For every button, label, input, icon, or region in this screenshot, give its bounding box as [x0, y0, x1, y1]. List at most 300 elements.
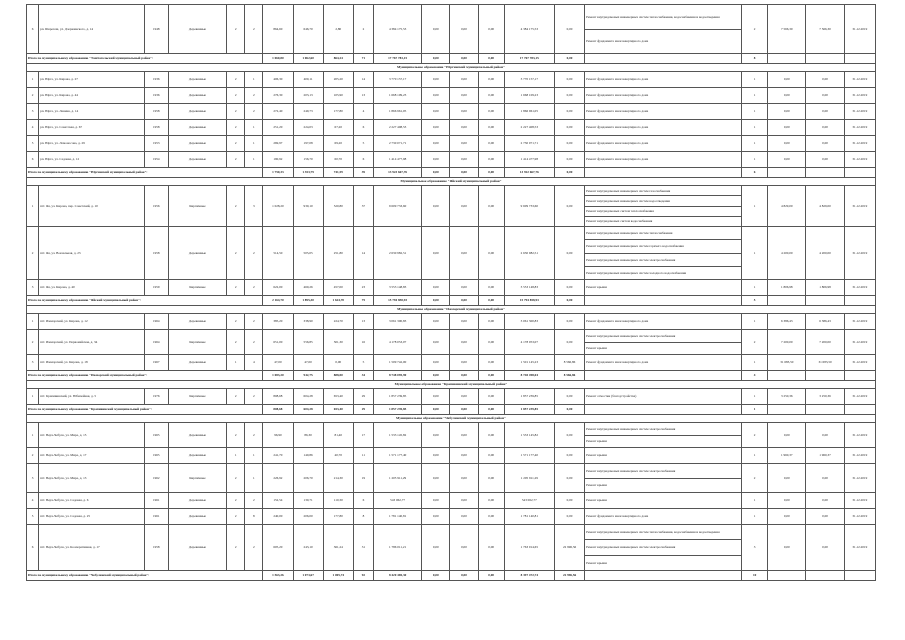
- municipality-name: Муниципальное образование "Крапивинский муниципальный район": [27, 381, 876, 389]
- subtotal-f3: 0,00: [478, 371, 504, 381]
- subtotal-res: 29: [353, 405, 373, 415]
- subtotal-f5: 0,00: [554, 296, 584, 306]
- value-cost: 1 414 477,98: [373, 152, 421, 168]
- value-f5: 0,00: [554, 227, 584, 280]
- subtotal-work-count: 10: [742, 570, 768, 580]
- work-types: [585, 314, 742, 330]
- house-row: [27, 330, 876, 355]
- subtotal-cost: 15 794 858,93: [373, 296, 421, 306]
- value-a2: 556,85: [293, 330, 323, 355]
- value-f4: 1 668 109,23: [504, 88, 554, 104]
- work-type-item: Ремонт фундамента многоквартирного дома: [586, 319, 649, 324]
- subtotal-a1: 808,68: [263, 405, 293, 415]
- value-a3: 40,70: [323, 448, 353, 464]
- subtotal-empty: [844, 296, 875, 306]
- house-address: пгт. Верх-Чебула, ул. Кооперативная, д. 17: [39, 525, 145, 571]
- value-cost: 3 770 157,17: [373, 72, 421, 88]
- value-a1: 864,60: [263, 5, 293, 54]
- value-res: 2: [353, 5, 373, 54]
- value-f3: 0,00: [478, 152, 504, 168]
- entrances: 3: [245, 186, 263, 227]
- work-type-item: Ремонт внутридомовых систем теплоснабжения: [585, 207, 741, 217]
- value-cost: 543 062,77: [373, 493, 421, 509]
- house-address: пгт. Ижморский, ул. Кирова, д. 12: [39, 314, 145, 330]
- subtotal-empty: [806, 405, 844, 415]
- unit-cost: 3 250,36: [768, 389, 806, 405]
- row-number: 5: [27, 509, 39, 525]
- value-f3: 0,00: [478, 5, 504, 54]
- work-type-item: Ремонт внутридомовых инженерных систем электроснабжения: [585, 254, 741, 267]
- value-f1: 0,00: [422, 330, 450, 355]
- value-f1: 0,00: [422, 88, 450, 104]
- wall-material: Деревянные: [168, 136, 226, 152]
- entrances: 2: [245, 493, 263, 509]
- value-cost: 1 509 742,00: [373, 355, 421, 371]
- build-year: 1954: [144, 152, 168, 168]
- value-a2: 47,00: [293, 355, 323, 371]
- entrances: 1: [245, 152, 263, 168]
- subtotal-label: Итого по муниципальному образованию "Таштагольский муниципальный район":: [27, 54, 263, 64]
- wall-material: Кирпичные: [168, 464, 226, 493]
- value-res: 31: [353, 525, 373, 571]
- value-f5: 0,00: [554, 120, 584, 136]
- house-row: [27, 389, 876, 405]
- subtotal-works-empty: [585, 405, 742, 415]
- house-row: [27, 5, 876, 54]
- work-type-item: Ремонт внутридомовых инженерных систем электроснабжения: [585, 330, 741, 343]
- limit-cost: 31 683,50: [806, 355, 844, 371]
- value-f5: 0,00: [554, 104, 584, 120]
- work-count: 2: [742, 330, 768, 355]
- work-count: 2: [742, 5, 768, 54]
- value-cost: 2 630 982,51: [373, 227, 421, 280]
- work-types: [585, 389, 742, 405]
- value-f3: 0,00: [478, 525, 504, 571]
- subtotal-res: 71: [353, 54, 373, 64]
- value-a1: 406,30: [263, 72, 293, 88]
- row-number: 1: [27, 314, 39, 330]
- value-f1: 0,00: [422, 509, 450, 525]
- value-f4: 1 781 140,81: [504, 509, 554, 525]
- entrances: 2: [245, 104, 263, 120]
- house-row: [27, 104, 876, 120]
- subtotal-f1: 0,00: [422, 296, 450, 306]
- work-type-item: Ремонт крыши: [586, 483, 607, 488]
- completion-date: 31.12.2019: [844, 227, 875, 280]
- row-number: 2: [27, 330, 39, 355]
- work-count: 1: [742, 509, 768, 525]
- value-a3: 457,00: [323, 280, 353, 296]
- floors: 2: [227, 5, 245, 54]
- row-number: 1: [27, 389, 39, 405]
- value-a3: 67,20: [323, 120, 353, 136]
- municipality-name: Муниципальное образование "Чебулинский муниципальный район": [27, 415, 876, 423]
- entrances: 1: [245, 136, 263, 152]
- entrances: 1: [245, 448, 263, 464]
- house-row: [27, 525, 876, 571]
- floors: 2: [227, 227, 245, 280]
- value-a2: 140,86: [293, 448, 323, 464]
- house-address: рп. Юрга, ул. Советская, д. 67: [39, 120, 145, 136]
- value-a1: 47,00: [263, 355, 293, 371]
- wall-material: Деревянные: [168, 104, 226, 120]
- house-row: [27, 509, 876, 525]
- subtotal-f1: 0,00: [422, 371, 450, 381]
- house-address: рп. Шерегеш, ул. Дзержинского, д. 14: [39, 5, 145, 54]
- value-a1: 226,92: [263, 464, 293, 493]
- value-cost: 1 857 239,85: [373, 389, 421, 405]
- subtotal-a3: 1 624,70: [323, 296, 353, 306]
- work-count: 1: [742, 136, 768, 152]
- value-cost: 2 227 408,53: [373, 120, 421, 136]
- unit-cost: 0,00: [768, 136, 806, 152]
- work-types: [585, 186, 742, 227]
- work-count: 1: [742, 280, 768, 296]
- subtotal-f2: 0,00: [450, 371, 478, 381]
- value-f3: 0,00: [478, 330, 504, 355]
- value-f4: 543 062,77: [504, 493, 554, 509]
- build-year: 1961: [144, 509, 168, 525]
- value-cost: 1 786 011,21: [373, 525, 421, 571]
- value-f5: 0,00: [554, 464, 584, 493]
- work-type-item: Ремонт внутридомовых инженерных систем газоснабжения: [585, 186, 741, 196]
- floors: 2: [227, 314, 245, 330]
- value-res: 8: [353, 509, 373, 525]
- subtotal-a2: 942,75: [293, 371, 323, 381]
- work-types: [585, 509, 742, 525]
- row-number: 1: [27, 423, 39, 448]
- limit-cost: 0,00: [806, 104, 844, 120]
- limit-cost: 0,00: [806, 525, 844, 571]
- completion-date: 31.12.2019: [844, 464, 875, 493]
- limit-cost: 0,00: [806, 120, 844, 136]
- work-types: [585, 464, 742, 493]
- completion-date: 31.12.2019: [844, 355, 875, 371]
- unit-cost: 0,00: [768, 423, 806, 448]
- value-res: 6: [353, 120, 373, 136]
- subtotal-label: Итого по муниципальному образованию "Чебулинский муниципальный район":: [27, 570, 263, 580]
- value-cost: 4 384 175,53: [373, 5, 421, 54]
- unit-cost: 6 386,43: [768, 314, 806, 330]
- unit-cost: 7 200,00: [768, 330, 806, 355]
- value-res: 4: [353, 104, 373, 120]
- build-year: 1965: [144, 448, 168, 464]
- subtotal-f4: 8 740 498,04: [504, 371, 554, 381]
- floors: 2: [227, 152, 245, 168]
- value-res: 6: [353, 152, 373, 168]
- subtotal-empty: [844, 54, 875, 64]
- work-type-item: Ремонт внутридомовых инженерных систем электроснабжения: [585, 464, 741, 479]
- entrances: 4: [245, 355, 263, 371]
- value-f2: 0,00: [450, 136, 478, 152]
- floors: 2: [227, 72, 245, 88]
- subtotal-works-empty: [585, 168, 742, 178]
- value-a3: 251,80: [323, 227, 353, 280]
- value-res: 29: [353, 389, 373, 405]
- subtotal-row: [27, 54, 876, 64]
- municipality-header-row: [27, 415, 876, 423]
- value-a3: 361,24: [323, 525, 353, 571]
- completion-date: 31.12.2019: [844, 493, 875, 509]
- value-f1: 0,00: [422, 136, 450, 152]
- subtotal-cost: 8 420 469,30: [373, 570, 421, 580]
- value-res: 37: [353, 186, 373, 227]
- value-a1: 251,20: [263, 120, 293, 136]
- limit-cost: 0,00: [806, 464, 844, 493]
- subtotal-empty: [768, 371, 806, 381]
- subtotal-a1: 1 563,26: [263, 570, 293, 580]
- build-year: 1956: [144, 186, 168, 227]
- subtotal-a2: 1 895,30: [293, 296, 323, 306]
- limit-cost: 0,00: [806, 152, 844, 168]
- wall-material: Деревянные: [168, 5, 226, 54]
- subtotal-res: 75: [353, 296, 373, 306]
- completion-date: 31.12.2019: [844, 448, 875, 464]
- value-a1: 272,40: [263, 104, 293, 120]
- floors: 2: [227, 389, 245, 405]
- value-f5: 0,00: [554, 136, 584, 152]
- row-number: 6: [27, 5, 39, 54]
- value-f3: 0,00: [478, 389, 504, 405]
- build-year: 1961: [144, 493, 168, 509]
- subtotal-row: [27, 371, 876, 381]
- house-address: рп. Юрга, ул. Ломоносова, д. 29: [39, 136, 145, 152]
- house-row: [27, 423, 876, 448]
- house-row: [27, 448, 876, 464]
- work-type-item: Ремонт фундамента многоквартирного дома: [586, 77, 649, 82]
- row-number: 4: [27, 493, 39, 509]
- value-cost: 1 533 145,82: [373, 423, 421, 448]
- value-res: 16: [353, 330, 373, 355]
- value-f1: 0,00: [422, 314, 450, 330]
- entrances: 2: [245, 389, 263, 405]
- work-count: 1: [742, 355, 768, 371]
- value-a1: 241,70: [263, 448, 293, 464]
- limit-cost: 0,00: [806, 423, 844, 448]
- value-a3: 69,20: [323, 136, 353, 152]
- completion-date: 31.12.2019: [844, 423, 875, 448]
- value-f3: 0,00: [478, 72, 504, 88]
- house-address: пгт. Яя, ул. Вокзальная, д. 23: [39, 227, 145, 280]
- value-res: 6: [353, 493, 373, 509]
- value-cost: 4 178 053,07: [373, 330, 421, 355]
- municipality-header-row: [27, 64, 876, 72]
- row-number: 2: [27, 448, 39, 464]
- house-row: [27, 227, 876, 280]
- work-count: 2: [742, 464, 768, 493]
- house-address: пгт. Яя, ул. Кирова, пер. Советский, д. 10: [39, 186, 145, 227]
- value-f1: 0,00: [422, 72, 450, 88]
- value-f5: 8 566,86: [554, 355, 584, 371]
- value-f4: 1 571 177,40: [504, 448, 554, 464]
- value-f1: 0,00: [422, 152, 450, 168]
- value-res: 13: [353, 88, 373, 104]
- value-a3: 214,30: [323, 464, 353, 493]
- value-f5: 0,00: [554, 186, 584, 227]
- value-a1: 605,20: [263, 525, 293, 571]
- house-row: [27, 493, 876, 509]
- value-a2: 646,70: [293, 5, 323, 54]
- wall-material: Кирпичные: [168, 186, 226, 227]
- value-a2: 400,11: [293, 72, 323, 88]
- subtotal-f3: 0,00: [478, 296, 504, 306]
- unit-cost: 0,00: [768, 104, 806, 120]
- subtotal-res: 39: [353, 168, 373, 178]
- work-type-item: Ремонт фундамента многоквартирного дома: [586, 360, 649, 365]
- subtotal-f1: 0,00: [422, 54, 450, 64]
- subtotal-a1: 2 164,70: [263, 296, 293, 306]
- subtotal-f5: 0,00: [554, 168, 584, 178]
- value-f4: 3 061 300,83: [504, 314, 554, 330]
- build-year: 1965: [144, 423, 168, 448]
- value-a1: 240,00: [263, 509, 293, 525]
- value-res: 17: [353, 423, 373, 448]
- build-year: 1958: [144, 227, 168, 280]
- house-address: пгт. Верх-Чебула, ул. Садовая, д. 25: [39, 509, 145, 525]
- value-res: 11: [353, 448, 373, 464]
- house-address: пгт. Ижморский, ул. Первомайская, д. 34: [39, 330, 145, 355]
- subtotal-label: Итого по муниципальному образованию "Яйский муниципальный район":: [27, 296, 263, 306]
- value-res: 14: [353, 227, 373, 280]
- value-f4: 1 414 477,98: [504, 152, 554, 168]
- value-f4: 4 178 053,07: [504, 330, 554, 355]
- work-count: 1: [742, 72, 768, 88]
- work-count: 1: [742, 88, 768, 104]
- subtotal-row: [27, 570, 876, 580]
- subtotal-a1: 1 750,33: [263, 168, 293, 178]
- house-row: [27, 136, 876, 152]
- value-a3: 177,80: [323, 104, 353, 120]
- value-a2: 338,90: [293, 314, 323, 330]
- subtotal-f3: 0,00: [478, 54, 504, 64]
- value-a2: 505,05: [293, 227, 323, 280]
- value-f4: 2 630 982,51: [504, 227, 554, 280]
- house-address: пгт. Верх-Чебула, ул. Садовая, д. 6: [39, 493, 145, 509]
- value-f2: 0,00: [450, 355, 478, 371]
- value-f5: 0,00: [554, 152, 584, 168]
- wall-material: Деревянные: [168, 72, 226, 88]
- completion-date: 31.12.2019: [844, 314, 875, 330]
- value-f5: 0,00: [554, 88, 584, 104]
- value-f4: 9 609 733,60: [504, 186, 554, 227]
- value-f2: 0,00: [450, 88, 478, 104]
- subtotal-row: [27, 405, 876, 415]
- municipality-header-row: [27, 306, 876, 314]
- value-f4: 1 763 014,65: [504, 525, 554, 571]
- house-row: [27, 314, 876, 330]
- subtotal-works-empty: [585, 296, 742, 306]
- municipality-header-row: [27, 178, 876, 186]
- value-res: 14: [353, 72, 373, 88]
- work-type-item: Ремонт внутридомовых инженерных систем водоотведения: [585, 196, 741, 206]
- value-res: 23: [353, 280, 373, 296]
- entrances: 2: [245, 525, 263, 571]
- subtotal-work-count: 4: [742, 371, 768, 381]
- subtotal-empty: [768, 570, 806, 580]
- value-f5: 0,00: [554, 5, 584, 54]
- value-f2: 0,00: [450, 464, 478, 493]
- floors: 1: [227, 355, 245, 371]
- build-year: 1936: [144, 72, 168, 88]
- value-a1: 808,68: [263, 389, 293, 405]
- value-cost: 1 668 109,23: [373, 88, 421, 104]
- limit-cost: 4 829,00: [806, 186, 844, 227]
- subtotal-f4: 17 767 783,15: [504, 54, 554, 64]
- value-a3: 501,30: [323, 330, 353, 355]
- house-row: [27, 120, 876, 136]
- value-cost: 1 205 911,29: [373, 464, 421, 493]
- value-f5: 0,00: [554, 330, 584, 355]
- value-f3: 0,00: [478, 186, 504, 227]
- build-year: 1958: [144, 104, 168, 120]
- wall-material: Кирпичные: [168, 330, 226, 355]
- house-row: [27, 355, 876, 371]
- completion-date: 31.12.2019: [844, 72, 875, 88]
- work-type-item: Ремонт фундамента многоквартирного дома: [586, 125, 649, 130]
- value-f1: 0,00: [422, 104, 450, 120]
- work-count: 1: [742, 448, 768, 464]
- wall-material: Деревянные: [168, 314, 226, 330]
- value-f4: 1 501 145,23: [504, 355, 554, 371]
- subtotal-f5: 0,00: [554, 405, 584, 415]
- subtotal-a1: 1 083,20: [263, 371, 293, 381]
- work-type-item: Ремонт внутридомовых инженерных систем электроснабжения: [585, 423, 741, 436]
- wall-material: Деревянные: [168, 493, 226, 509]
- unit-cost: 0,00: [768, 464, 806, 493]
- value-f4: 1 857 239,85: [504, 389, 554, 405]
- completion-date: 31.12.2019: [844, 88, 875, 104]
- subtotal-f4: 1 857 239,85: [504, 405, 554, 415]
- work-type-item: Ремонт внутридомовых инженерных систем горячего водоснабжения: [585, 240, 741, 253]
- house-address: рп. Юрга, ул. Кирова, д. 27: [39, 72, 145, 88]
- value-f4: 1 205 911,29: [504, 464, 554, 493]
- value-a2: 197,08: [293, 136, 323, 152]
- value-f5: 0,00: [554, 423, 584, 448]
- wall-material: Кирпичные: [168, 280, 226, 296]
- entrances: 2: [245, 314, 263, 330]
- value-a1: 276,30: [263, 88, 293, 104]
- house-address: рп. Юрга, ул. Ленина, д. 14: [39, 104, 145, 120]
- subtotal-empty: [806, 54, 844, 64]
- subtotal-a3: 888,00: [323, 371, 353, 381]
- value-res: 5: [353, 136, 373, 152]
- limit-cost: 7 200,00: [806, 330, 844, 355]
- limit-cost: 4 200,00: [806, 227, 844, 280]
- row-number: 3: [27, 104, 39, 120]
- house-row: [27, 88, 876, 104]
- value-f4: 1 866 961,05: [504, 104, 554, 120]
- value-a2: 86,30: [293, 423, 323, 448]
- value-a1: 269,97: [263, 136, 293, 152]
- subtotal-work-count: 1: [742, 405, 768, 415]
- house-address: пгт. Крапивинский, ул. Юбилейная, д. 5: [39, 389, 145, 405]
- work-types: [585, 72, 742, 88]
- work-type-item: Ремонт крыши: [586, 285, 607, 290]
- subtotal-row: [27, 168, 876, 178]
- work-count: 1: [742, 120, 768, 136]
- work-types: [585, 5, 742, 54]
- wall-material: Деревянные: [168, 355, 226, 371]
- subtotal-label: Итого по муниципальному образованию "Юргинский муниципальный район":: [27, 168, 263, 178]
- value-cost: 1 866 961,05: [373, 104, 421, 120]
- value-a3: 205,20: [323, 72, 353, 88]
- work-types: [585, 152, 742, 168]
- value-cost: 3 553 148,83: [373, 280, 421, 296]
- value-f3: 0,00: [478, 120, 504, 136]
- house-address: пгт. Верх-Чебула, ул. Мира, д. 17: [39, 448, 145, 464]
- value-a1: 190,92: [263, 152, 293, 168]
- value-f4: 4 384 175,53: [504, 5, 554, 54]
